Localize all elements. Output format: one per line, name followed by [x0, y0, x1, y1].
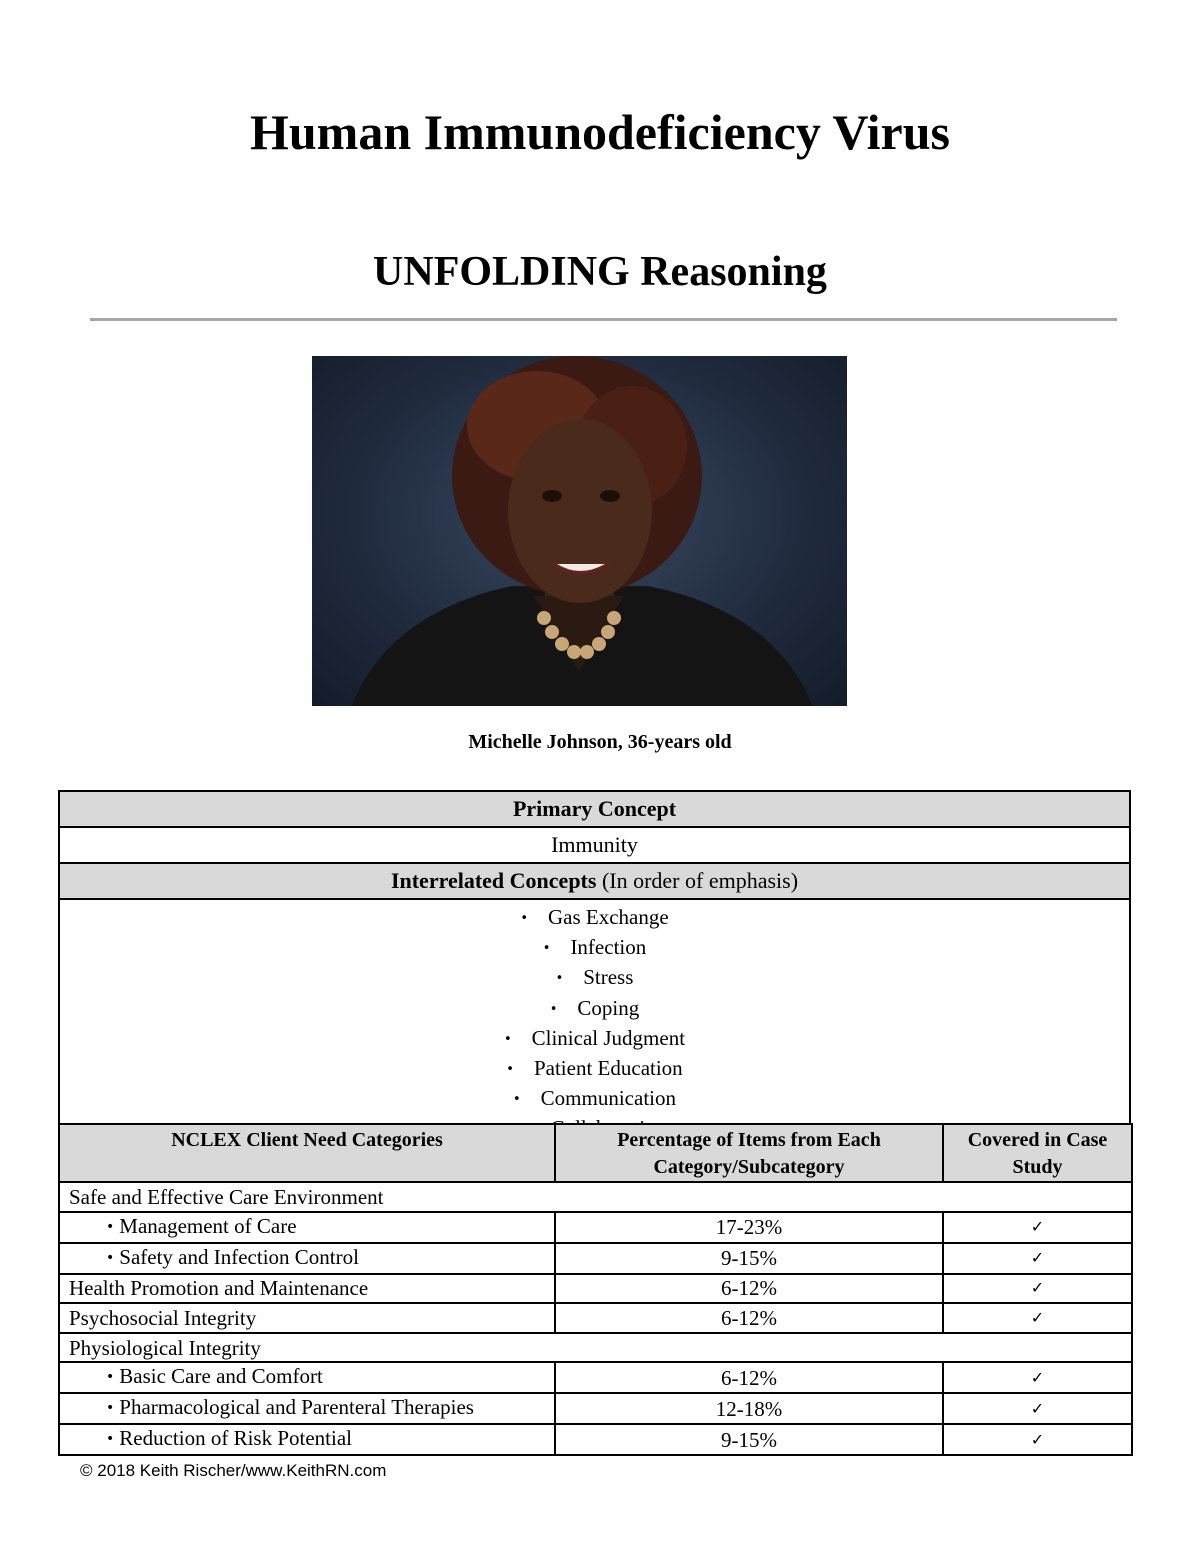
- table-row: [59, 1303, 1132, 1333]
- nclex-header-covered: Covered in Case Study: [943, 1124, 1132, 1182]
- nclex-category-label: Physiological Integrity: [59, 1333, 1132, 1363]
- patient-caption: Michelle Johnson, 36-years old: [468, 731, 732, 753]
- checkmark-icon: ✓: [943, 1393, 1132, 1424]
- bullet-icon: •: [542, 941, 551, 957]
- table-row: [59, 1424, 1132, 1455]
- table-row: [59, 1274, 1132, 1304]
- checkmark-icon: ✓: [943, 1424, 1132, 1455]
- nclex-subcategory-cell: [59, 1243, 555, 1274]
- concept-label: Gas Exchange: [547, 905, 669, 929]
- nclex-subcategory-label: Pharmacological and Parenteral Therapies: [119, 1395, 474, 1420]
- primary-concept-heading: [59, 791, 1130, 827]
- nclex-category-label: Safe and Effective Care Environment: [59, 1182, 1132, 1212]
- bullet-icon: •: [503, 1031, 512, 1047]
- interrelated-concepts-note: (In order of emphasis): [596, 868, 799, 893]
- nclex-percentage: 9-15%: [555, 1243, 943, 1274]
- nclex-category-label: Health Promotion and Maintenance: [59, 1274, 555, 1304]
- table-row: [59, 1182, 1132, 1212]
- bullet-icon: •: [106, 1431, 115, 1448]
- checkmark-icon: ✓: [943, 1243, 1132, 1274]
- bullet-icon: •: [513, 1092, 521, 1108]
- nclex-subcategory-cell: [59, 1393, 555, 1424]
- bullet-icon: •: [506, 1062, 514, 1078]
- page-title: Human Immunodeficiency Virus: [249, 104, 951, 160]
- nclex-subcategory-label: Reduction of Risk Potential: [119, 1426, 352, 1451]
- nclex-percentage: 6-12%: [555, 1274, 943, 1304]
- nclex-header-percentage: Percentage of Items from Each Category/Subcategory: [555, 1124, 943, 1182]
- bullet-icon: •: [549, 1001, 558, 1017]
- table-row: [59, 1362, 1132, 1393]
- nclex-subcategory-cell: [59, 1212, 555, 1243]
- bullet-icon: •: [555, 971, 564, 987]
- concept-label: Infection: [570, 935, 647, 960]
- nclex-header-category: NCLEX Client Need Categories: [59, 1124, 555, 1182]
- table-row: [59, 1243, 1132, 1274]
- interrelated-concepts-heading-text: Interrelated Concepts: [390, 868, 597, 893]
- concept-label: Communication: [540, 1086, 676, 1111]
- concept-list-item: [60, 995, 1129, 1025]
- bullet-icon: •: [106, 1218, 115, 1235]
- concept-label: Stress: [583, 965, 634, 990]
- table-row: [59, 1212, 1132, 1243]
- concept-label: Coping: [577, 995, 640, 1020]
- bullet-icon: •: [106, 1249, 115, 1266]
- bullet-icon: •: [106, 1400, 115, 1417]
- nclex-subcategory-label: Basic Care and Comfort: [119, 1364, 323, 1389]
- title-divider: [90, 318, 1117, 321]
- nclex-subcategory-cell: [59, 1424, 555, 1455]
- interrelated-concepts-heading: [59, 863, 1130, 899]
- concept-list-item: [60, 934, 1129, 964]
- table-row: [59, 1393, 1132, 1424]
- concept-label: Clinical Judgment: [531, 1025, 686, 1050]
- checkmark-icon: ✓: [943, 1212, 1132, 1243]
- nclex-subcategory-label: Management of Care: [119, 1213, 297, 1238]
- bullet-icon: •: [106, 1369, 115, 1386]
- nclex-percentage: 6-12%: [555, 1362, 943, 1393]
- concept-list-item: [60, 1085, 1129, 1115]
- nclex-table: [58, 1123, 1133, 1456]
- nclex-percentage: 12-18%: [555, 1393, 943, 1424]
- copyright-footer: © 2018 Keith Rischer/www.KeithRN.com: [80, 1461, 387, 1480]
- interrelated-concepts-list: [59, 899, 1130, 1155]
- nclex-subcategory-cell: [59, 1362, 555, 1393]
- table-row: [59, 1333, 1132, 1363]
- bullet-icon: •: [520, 911, 528, 926]
- checkmark-icon: ✓: [943, 1303, 1132, 1333]
- patient-photo: [312, 356, 847, 706]
- checkmark-icon: ✓: [943, 1274, 1132, 1304]
- nclex-category-label: Psychosocial Integrity: [59, 1303, 555, 1333]
- concepts-table: [58, 790, 1131, 1156]
- checkmark-icon: ✓: [943, 1362, 1132, 1393]
- nclex-subcategory-label: Safety and Infection Control: [119, 1244, 359, 1269]
- concept-list-item: [60, 904, 1129, 934]
- concept-label: Patient Education: [533, 1056, 683, 1081]
- primary-concept-heading-text: Primary Concept: [512, 796, 677, 821]
- nclex-percentage: 9-15%: [555, 1424, 943, 1455]
- nclex-percentage: 6-12%: [555, 1303, 943, 1333]
- page-subtitle: UNFOLDING Reasoning: [373, 249, 827, 295]
- concept-list-item: [60, 964, 1129, 994]
- primary-concept-value: Immunity: [59, 827, 1130, 863]
- concept-list-item: [60, 1055, 1129, 1085]
- nclex-percentage: 17-23%: [555, 1212, 943, 1243]
- patient-portrait-illustration: [312, 356, 847, 706]
- concept-list-item: [60, 1025, 1129, 1055]
